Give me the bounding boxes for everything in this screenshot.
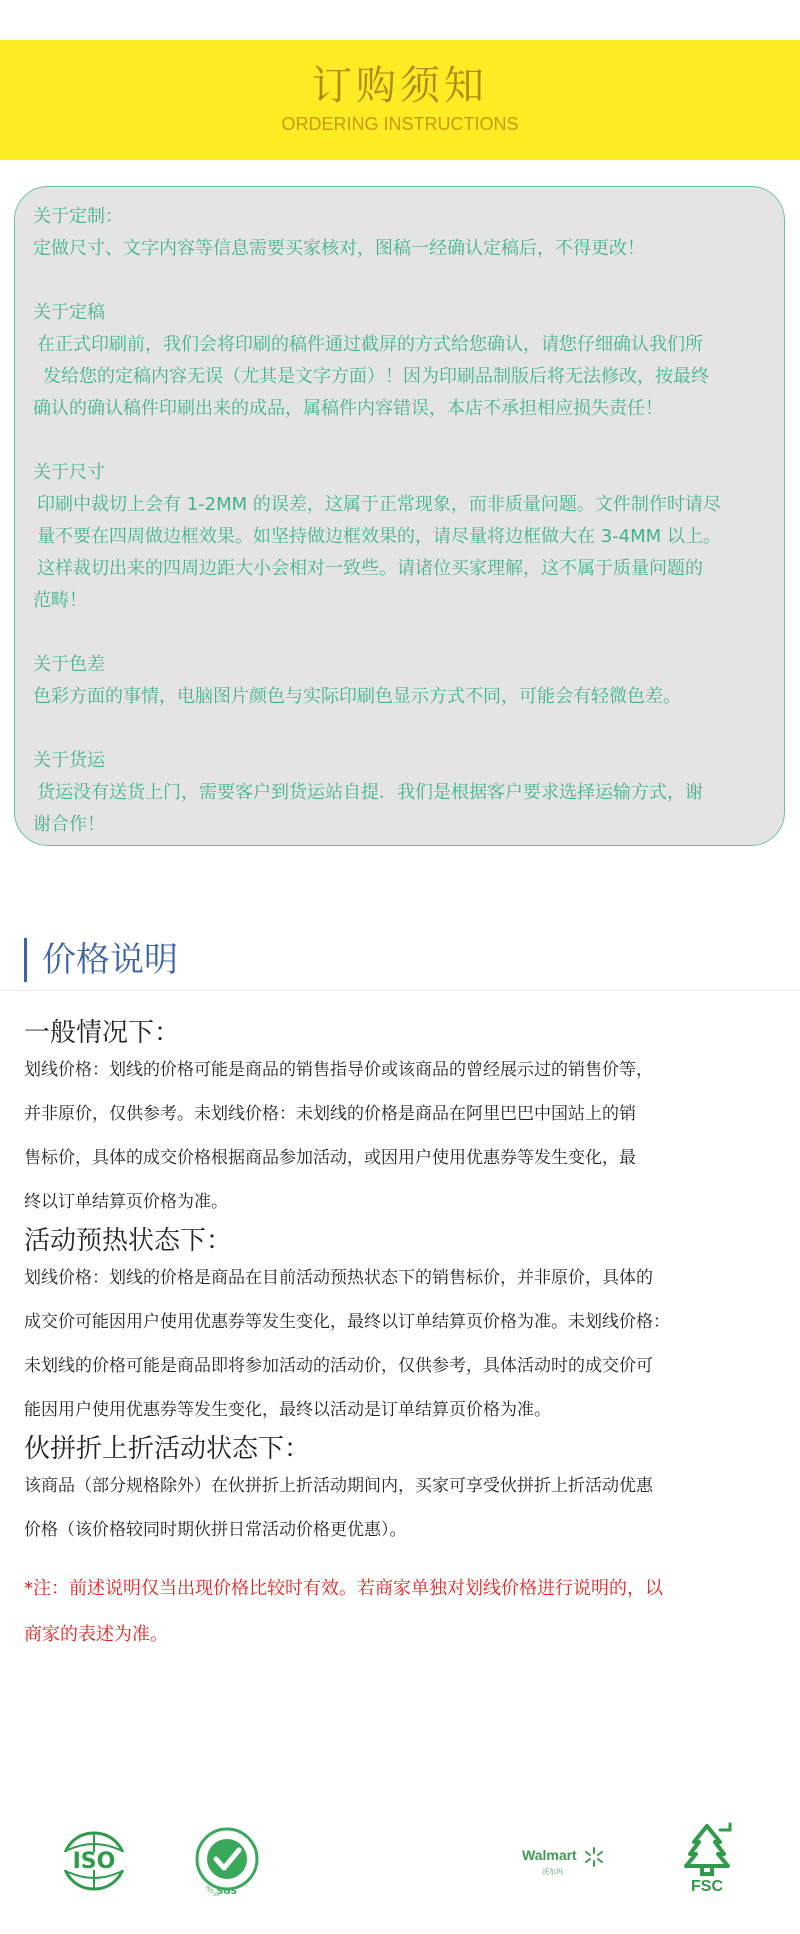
group-buy-paragraph [24,1464,784,1552]
section-line: 印刷中裁切上会有 1-2MM 的误差，这属于正常现象，而非质量问题。文件制作时请尽 [37,494,721,515]
section-line: 在正式印刷前，我们会将印刷的稿件通过截屏的方式给您确认，请您仔细确认我们所 [37,334,703,355]
section-line: 货运没有送货上门，需要客户到货运站自提．我们是根据客户要求选择运输方式，谢 [37,782,703,803]
section-line: 确认的确认稿件印刷出来的成品，属稿件内容错误，本店不承担相应损失责任！ [33,398,663,419]
preheat-heading: 活动预热状态下： [24,1226,233,1256]
paragraph-line: 售标价，具体的成交价格根据商品参加活动，或因用户使用优惠券等发生变化，最 [24,1148,636,1168]
section-heading: 关于色差 [33,654,105,675]
paragraph-line: 能因用户使用优惠券等发生变化，最终以活动是订单结算页价格为准。 [24,1400,551,1420]
ordering-instructions-banner [0,40,800,160]
fsc-logo [676,1820,738,1894]
paragraph-line: 价格（该价格较同时期伙拼日常活动价格更优惠）。 [24,1520,407,1540]
notice-section-shipping [33,745,775,841]
walmart-logo [522,1840,604,1880]
paragraph-line: 终以订单结算页价格为准。 [24,1192,228,1212]
notice-section-color [33,649,775,713]
notice-section-final-draft [33,297,775,425]
paragraph-line: 划线价格：划线的价格是商品在目前活动预热状态下的销售标价，并非原价，具体的 [24,1268,653,1288]
banner-subtitle: ORDERING INSTRUCTIONS [281,114,519,134]
section-heading: 关于定制： [33,206,123,227]
walmart-logo-text: Walmart [522,1847,577,1863]
section-heading: 关于定稿 [33,302,105,323]
paragraph-line: 划线价格：划线的价格可能是商品的销售指导价或该商品的曾经展示过的销售价等， [24,1060,653,1080]
price-section-title: 价格说明 [24,938,178,982]
general-heading: 一般情况下： [24,1018,181,1048]
section-line: 谢合作！ [33,814,105,835]
section-line: 范畴！ [33,590,87,611]
banner-title: 订购须知 [312,63,488,109]
section-line: 这样裁切出来的四周边距大小会相对一致些。请诸位买家理解，这不属于质量问题的 [37,558,703,579]
section-line: 量不要在四周做边框效果。如坚持做边框效果的，请尽量将边框做大在 3-4MM 以上。 [37,526,721,547]
preheat-paragraph [24,1256,784,1432]
fsc-logo-text: FSC [691,1878,723,1894]
section-line: 发给您的定稿内容无误（尤其是文字方面）！因为印刷品制版后将无法修改，按最终 [43,366,709,387]
note-line: *注：前述说明仅当出现价格比较时有效。若商家单独对划线价格进行说明的，以 [24,1578,663,1599]
section-heading: 关于尺寸 [33,462,105,483]
paragraph-line: 该商品（部分规格除外）在伙拼折上折活动期间内，买家可享受伙拼折上折活动优惠 [24,1476,653,1496]
sgs-logo-text: SGS [216,1887,238,1896]
group-buy-heading: 伙拼折上折活动状态下： [24,1434,311,1464]
sgs-logo [192,1826,262,1896]
general-paragraph [24,1048,784,1224]
iso-logo-text: ISO [72,1849,116,1874]
paragraph-line: 未划线的价格可能是商品即将参加活动的活动价，仅供参考，具体活动时的成交价可 [24,1356,653,1376]
ordering-notice-box [14,186,785,846]
notice-section-customization [33,201,775,265]
section-line: 定做尺寸、文字内容等信息需要买家核对，图稿一经确认定稿后，不得更改！ [33,238,645,259]
price-note [24,1566,784,1658]
iso-logo [58,1830,130,1892]
paragraph-line: 成交价可能因用户使用优惠券等发生变化，最终以订单结算页价格为准。未划线价格： [24,1312,670,1332]
paragraph-line: 并非原价，仅供参考。未划线价格：未划线的价格是商品在阿里巴巴中国站上的销 [24,1104,636,1124]
section-heading: 关于货运 [33,750,105,771]
section-divider [0,990,800,991]
section-line: 色彩方面的事情，电脑图片颜色与实际印刷色显示方式不同，可能会有轻微色差。 [33,686,681,707]
notice-section-size [33,457,775,617]
note-line: 商家的表述为准。 [24,1624,168,1645]
walmart-logo-cn: 沃尔玛 [542,1868,563,1876]
